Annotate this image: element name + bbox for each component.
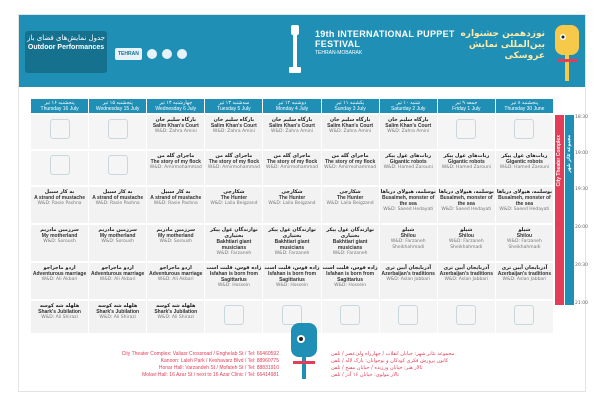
performance-cell (438, 225, 495, 261)
performance-credit: W&D: Soroush (43, 239, 76, 244)
empty-cell (31, 151, 88, 185)
schedule-row (31, 187, 553, 223)
performance-title-en: The Hunter (220, 195, 248, 201)
performance-title-fa: بوسلمه، هیولای دریاها (438, 189, 494, 195)
performance-credit: W&D: Amirmohammad (266, 165, 318, 170)
performance-cell (263, 187, 320, 223)
performance-cell (380, 115, 437, 149)
performance-credit: W&D: Ali Shirazi (99, 315, 136, 320)
performance-title-fa: به کار سبیل (44, 189, 75, 195)
performance-credit: W&D: Hossein (217, 283, 250, 288)
performance-cell (438, 263, 495, 299)
venue-band-en: City Theater Complex (555, 115, 564, 305)
day-header: پنجشنبه ۱۵ تیر Wednesday 15 July (89, 99, 146, 113)
performance-credit: W&D: Saeed Hedayati (441, 207, 492, 212)
placeholder-icon (108, 119, 128, 139)
performance-title-fa: شیلو (518, 227, 531, 233)
sponsor-logo-icon (177, 49, 187, 59)
performance-title-fa: آذربایجان آیین تری (501, 265, 548, 271)
performance-title-fa: به کار سبیل (102, 189, 133, 195)
performance-credit: W&D: Ali Shirazi (41, 315, 78, 320)
performance-credit: W&D: Laila Beigzand (210, 201, 258, 206)
performance-title-fa: زاده قوس، قلبت است (206, 265, 262, 271)
performance-credit: W&D: Rasie Pashna (37, 201, 82, 206)
empty-cell (89, 151, 146, 185)
performance-credit: W&D: Rasie Pashna (95, 201, 140, 206)
performance-title-fa: بوسلمه، هیولای دریاها (380, 189, 436, 195)
performance-cell (322, 115, 379, 149)
placeholder-icon (456, 119, 476, 139)
performance-title-en: Shark's Jubilation (154, 309, 198, 315)
performance-title-en: Shark's Jubilation (38, 309, 81, 315)
performance-cell (205, 151, 262, 185)
performance-title-en: The Hunter (278, 195, 306, 201)
performance-title-fa: بارگاه سلیم خان (213, 117, 255, 123)
performance-title-en: Busalmeh, monster of the sea (498, 195, 551, 207)
performance-cell (380, 187, 437, 223)
performance-title-fa: هلهله شه کوسه (98, 303, 138, 309)
venue-addresses-en (79, 351, 279, 379)
day-header: دوشنبه ۱۲ تیر Monday 4 July (263, 99, 320, 113)
performance-credit: W&D: Hamed Zarouni (499, 165, 550, 170)
performance-title-fa: هلهله شه کوسه (156, 303, 196, 309)
performance-cell (496, 151, 553, 185)
address-line: Molavi Hall: 16 Azar St / next to 16 Azar Clinic / Tel: 66414981 (142, 372, 279, 378)
performance-cell (438, 151, 495, 185)
schedule-grid (31, 115, 553, 335)
performance-title-en: Azerbaijan's traditions (439, 271, 494, 277)
performance-title-en: Salim Khan's Court (385, 123, 432, 129)
performance-title-fa: به کار سبیل (161, 189, 191, 195)
schedule-row (31, 151, 553, 185)
placeholder-icon (50, 119, 70, 139)
time-label: 21:00 (575, 301, 588, 306)
performance-title-en: Bakhtiari giant musicians (216, 239, 252, 251)
performance-credit: W&D: Amirmohammad (207, 165, 260, 170)
performance-credit: W&D: Zahra Amini (387, 129, 430, 134)
performance-cell (31, 187, 88, 223)
outdoor-title-en: Outdoor Performances (27, 44, 105, 51)
sponsor-logo: TEHRAN (115, 48, 142, 60)
performance-credit: W&D: Ali Shirazi (157, 315, 195, 320)
festival-title-en: 19th INTERNATIONAL PUPPET FESTIVAL (315, 29, 455, 49)
venue-band-fa: مجموعه تئاتر شهر (565, 115, 574, 305)
performance-credit: W&D: Zahra Amini (212, 129, 255, 134)
performance-title-en: Shark's Jubilation (96, 309, 140, 315)
performance-title-en: My motherland (157, 233, 194, 239)
placeholder-icon (514, 119, 534, 139)
performance-cell (147, 263, 204, 299)
performance-title-en: Bakhtiari giant musicians (332, 239, 368, 251)
performance-credit: W&D: Farzaneh (332, 251, 368, 256)
performance-cell (147, 225, 204, 261)
performance-title-en: Adventurous marriage (32, 271, 87, 277)
performance-title-fa: شکارچی (281, 189, 303, 195)
day-header: یکشنبه ۱۱ تیر Sunday 3 July (322, 99, 379, 113)
day-header: پنجشنبه ۱۶ تیر Thursday 16 July (31, 99, 88, 113)
outdoor-title-box (25, 31, 107, 73)
performance-cell (31, 263, 88, 299)
performance-title-en: Bakhtiari giant musicians (274, 239, 310, 251)
performance-title-en: Busalmeh, monster of the sea (440, 195, 493, 207)
performance-credit: W&D: Soroush (159, 239, 193, 244)
performance-title-fa: ماجرای گله من (157, 153, 195, 159)
performance-credit: W&D: Zahra Amini (329, 129, 372, 134)
empty-cell (438, 115, 495, 149)
performance-title-en: Salim Khan's Court (152, 123, 199, 129)
address-line: Kanoon: Laleh Park / Keshavarz Blvd / Tel: 88960775 (160, 358, 279, 364)
sponsor-logos (115, 45, 265, 63)
performance-credit: W&D: Ali Akbari (99, 277, 136, 282)
performance-credit: W&D: Zahra Amini (271, 129, 313, 134)
performance-credit: W&D: Farzaneh Sheikhahmadi (507, 239, 542, 250)
performance-title-en: Adventurous marriage (149, 271, 203, 277)
performance-title-en: Gigantic robots (505, 159, 543, 165)
time-column (575, 115, 588, 335)
time-label: 18:30 (575, 115, 588, 120)
performance-title-fa: بارگاه سلیم خان (155, 117, 197, 123)
address-line: تالار مولوی: خیابان ۱۶ آذر / تلفن (331, 372, 399, 378)
performance-title-fa: اردو ماجراجو (101, 265, 134, 271)
performance-cell (205, 115, 262, 149)
performance-credit: W&D: Aslan Jabbari (502, 277, 547, 282)
day-header: سه‌شنبه ۱۳ تیر Tuesday 5 July (205, 99, 262, 113)
performance-title-fa: سرزمین مادریم (40, 227, 79, 233)
performance-cell (496, 225, 553, 261)
performance-title-fa: ماجرای گله من (273, 153, 311, 159)
time-label: 20:30 (575, 263, 588, 268)
address-line: Honar Hall: Varzandeh St / Mofateh St / Tel: 88831910 (158, 365, 279, 371)
performance-title-en: The story of my flock (266, 159, 318, 165)
poster-header (19, 15, 585, 87)
performance-cell (31, 225, 88, 261)
address-line: مجموعه تئاتر شهر: خیابان انقلاب / چهارراه ولی‌عصر / تلفن (331, 351, 455, 357)
performance-title-en: A strand of mustache (34, 195, 86, 201)
placeholder-icon (50, 155, 70, 175)
performance-title-fa: شیلو (460, 227, 473, 233)
performance-title-en: The story of my flock (150, 159, 201, 165)
day-header: جمعه ۹ تیر Friday 1 July (438, 99, 495, 113)
placeholder-icon (108, 155, 128, 175)
performance-title-en: Shilou (516, 233, 533, 239)
poster (18, 14, 586, 392)
performance-credit: W&D: Farzaneh (274, 251, 310, 256)
time-label: 20:00 (575, 225, 588, 230)
performance-credit: W&D: Laila Beigzand (268, 201, 316, 206)
performance-credit: W&D: Saeed Hedayati (499, 207, 550, 212)
performance-title-fa: شکارچی (339, 189, 361, 195)
address-line: تالار هنر: خیابان ورزنده / خیابان مفتح / تلفن (331, 365, 423, 371)
empty-cell (496, 115, 553, 149)
festival-title-fa: نوزدهمین جشنواره بین‌المللی نمایش عروسکی (460, 29, 545, 61)
day-header: پنجشنبه ۸ تیر Thursday 30 June (496, 99, 553, 113)
performance-credit: W&D: Ali Akbari (41, 277, 78, 282)
performance-title-fa: شکارچی (223, 189, 245, 195)
performance-credit: W&D: Rasie Pashna (153, 201, 198, 206)
venue-addresses-fa (331, 351, 531, 379)
schedule-row (31, 263, 553, 299)
performance-title-fa: آذربایجان آیین تری (443, 265, 490, 271)
performance-title-en: Busalmeh, monster of the sea (381, 195, 435, 207)
performance-title-fa: ربات‌های غول پیکر (385, 153, 432, 159)
performance-title-fa: ربات‌های غول پیکر (501, 153, 548, 159)
festival-emblem-icon (285, 23, 305, 75)
performance-credit: W&D: Zahra Amini (154, 129, 197, 134)
empty-cell (89, 115, 146, 149)
performance-title-fa: زاده قوس، قلبت است (322, 265, 378, 271)
performance-cell (380, 263, 437, 299)
performance-credit: W&D: Farzaneh Sheikhahmadi (390, 239, 426, 250)
puppet-mascot-icon (551, 19, 583, 83)
performance-title-en: My motherland (99, 233, 136, 239)
performance-title-en: The Hunter (336, 195, 364, 201)
festival-logo-icon (281, 319, 327, 383)
performance-cell (89, 263, 146, 299)
performance-title-en: Isfahan is born from Sagittarius (209, 271, 258, 283)
schedule-row (31, 225, 553, 261)
performance-title-fa: ماجرای گله من (331, 153, 369, 159)
performance-credit: W&D: Hossein (334, 283, 367, 288)
performance-credit: W&D: Farzaneh (216, 251, 252, 256)
performance-credit: W&D: Hamed Zarouni (383, 165, 433, 170)
performance-cell (380, 151, 437, 185)
performance-credit: W&D: Saeed Hedayati (383, 207, 434, 212)
performance-title-fa: نوازندگان غول پیکر بختیاری (268, 227, 316, 239)
performance-cell (89, 225, 146, 261)
performance-title-fa: بارگاه سلیم خان (387, 117, 429, 123)
performance-cell (322, 263, 379, 299)
sponsor-logo-icon (147, 49, 157, 59)
performance-cell (205, 187, 262, 223)
performance-title-en: The story of my flock (208, 159, 260, 165)
performance-cell (263, 115, 320, 149)
performance-credit: W&D: Hossein (275, 283, 309, 288)
performance-title-fa: اردو ماجراجو (159, 265, 192, 271)
performance-title-en: Gigantic robots (447, 159, 485, 165)
performance-title-fa: ماجرای گله من (215, 153, 253, 159)
performance-title-en: A strand of mustache (92, 195, 144, 201)
performance-title-fa: بوسلمه، هیولای دریاها (496, 189, 553, 195)
performance-title-fa: شیلو (402, 227, 415, 233)
address-line: City Theater Complex: Valiasr Crossroad / Enghelab St / Tel: 66460592 (121, 351, 279, 357)
address-line: کانون پرورش فکری کودکان و نوجوانان: پارک لاله / تلفن (331, 358, 449, 364)
performance-title-en: The story of my flock (324, 159, 376, 165)
performance-credit: W&D: Aslan Jabbari (386, 277, 431, 282)
performance-title-fa: آذربایجان آیین تری (385, 265, 432, 271)
performance-credit: W&D: Amirmohammad (149, 165, 202, 170)
performance-credit: W&D: Laila Beigzand (326, 201, 374, 206)
performance-title-fa: اردو ماجراجو (43, 265, 76, 271)
performance-credit: W&D: Amirmohammad (324, 165, 377, 170)
festival-subtitle: TEHRAN-MOBARAK (315, 50, 363, 56)
performance-title-en: Isfahan is born from Sagittarius (267, 271, 317, 283)
performance-title-fa: هلهله شه کوسه (39, 303, 80, 309)
performance-title-fa: نوازندگان غول پیکر بختیاری (326, 227, 374, 239)
performance-cell (147, 151, 204, 185)
performance-cell (205, 225, 262, 261)
poster-footer (19, 315, 585, 391)
outdoor-title-fa: جدول نمایش‌های فضای باز (27, 34, 105, 42)
performance-credit: W&D: Hamed Zarouni (441, 165, 491, 170)
performance-cell (496, 263, 553, 299)
performance-title-en: Gigantic robots (389, 159, 427, 165)
performance-credit: W&D: Aslan Jabbari (444, 277, 489, 282)
sponsor-logo-icon (162, 49, 172, 59)
performance-credit: W&D: Soroush (101, 239, 134, 244)
performance-cell (496, 187, 553, 223)
performance-cell (322, 225, 379, 261)
performance-title-en: Salim Khan's Court (210, 123, 257, 129)
time-label: 19:30 (575, 187, 588, 192)
performance-credit: W&D: Ali Akbari (157, 277, 194, 282)
day-header: شنبه ۱۰ تیر Saturday 2 July (380, 99, 437, 113)
empty-cell (31, 115, 88, 149)
performance-cell (89, 187, 146, 223)
performance-title-en: Salim Khan's Court (327, 123, 374, 129)
performance-cell (147, 187, 204, 223)
performance-cell (263, 263, 320, 299)
performance-title-en: Adventurous marriage (90, 271, 145, 277)
performance-title-en: A strand of mustache (150, 195, 202, 201)
performance-title-en: Azerbaijan's traditions (381, 271, 435, 277)
performance-cell (322, 151, 379, 185)
schedule-row (31, 115, 553, 149)
performance-cell (147, 115, 204, 149)
performance-title-en: Shilou (400, 233, 416, 239)
performance-title-en: Azerbaijan's traditions (497, 271, 552, 277)
time-label: 19:00 (575, 151, 588, 156)
performance-title-fa: بارگاه سلیم خان (329, 117, 371, 123)
performance-title-fa: سرزمین مادریم (156, 227, 196, 233)
performance-cell (263, 151, 320, 185)
performance-cell (322, 187, 379, 223)
festival-title (315, 29, 465, 56)
performance-title-fa: ربات‌های غول پیکر (443, 153, 490, 159)
performance-cell (438, 187, 495, 223)
performance-title-fa: بارگاه سلیم خان (271, 117, 313, 123)
performance-title-fa: سرزمین مادریم (98, 227, 137, 233)
day-header-row (31, 99, 553, 113)
performance-cell (205, 263, 262, 299)
day-header: چهارشنبه ۱۴ تیر Wednesday 6 July (147, 99, 204, 113)
performance-title-en: Salim Khan's Court (269, 123, 315, 129)
schedule-table (31, 99, 553, 320)
performance-cell (380, 225, 437, 261)
performance-title-en: My motherland (41, 233, 78, 239)
performance-title-fa: زاده قوس، قلبت است (264, 265, 320, 271)
performance-title-en: Isfahan is born from Sagittarius (326, 271, 375, 283)
performance-title-en: Shilou (458, 233, 474, 239)
performance-title-fa: نوازندگان غول پیکر بختیاری (210, 227, 258, 239)
performance-cell (263, 225, 320, 261)
performance-credit: W&D: Farzaneh Sheikhahmadi (448, 239, 484, 250)
